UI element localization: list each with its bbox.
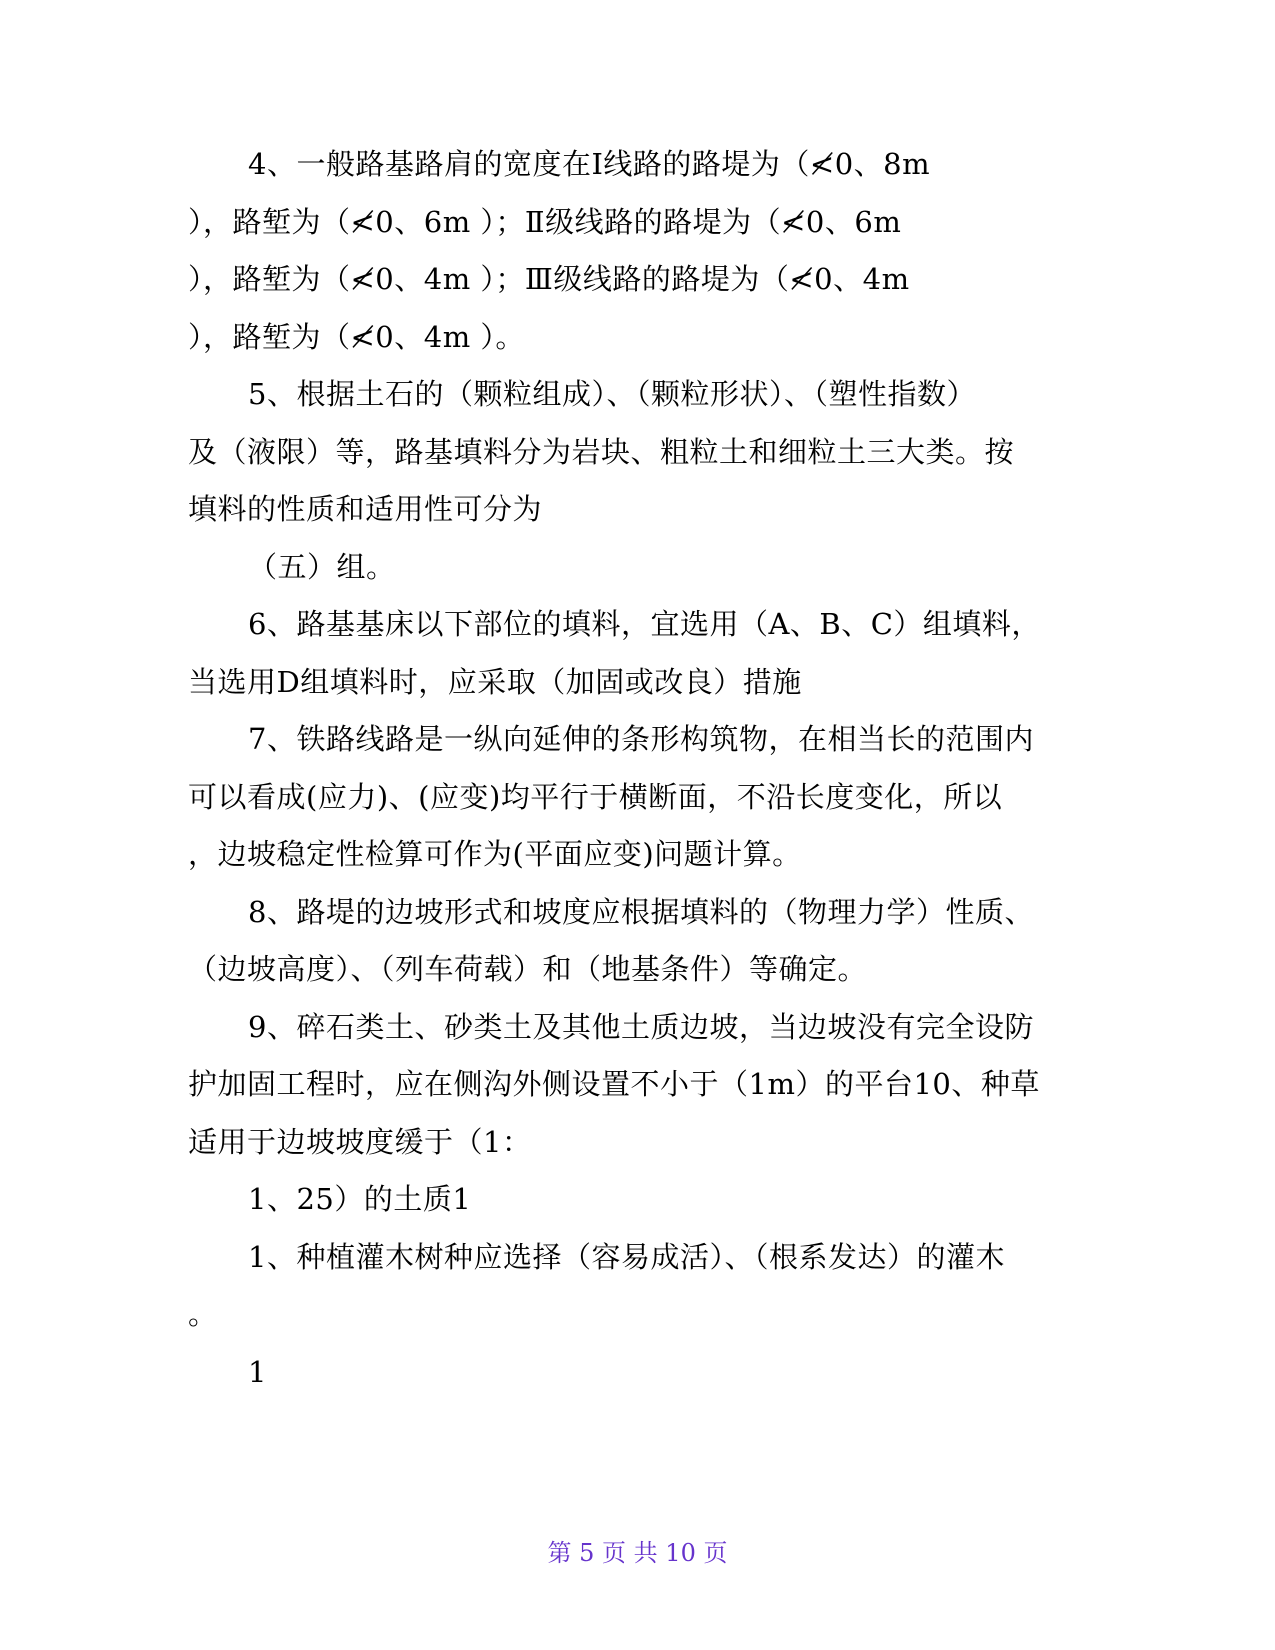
text-line: 。 — [188, 1297, 218, 1331]
text-line: （五）组。 — [248, 550, 396, 584]
text-line: （边坡高度）、（列车荷载）和（地基条件）等确定。 — [188, 952, 868, 986]
text-line: 6、路基基床以下部位的填料，宜选用（A、B、C）组填料， — [248, 607, 1041, 641]
text-line: 7、铁路线路是一纵向延伸的条形构筑物，在相当长的范围内 — [248, 722, 1034, 756]
text-line: ），路堑为（≮0、4m ）。 — [188, 320, 525, 354]
text-line: ），路堑为（≮0、6m ）；Ⅱ级线路的路堤为（≮0、6m — [188, 205, 902, 239]
text-line: ），路堑为（≮0、4m ）；Ⅲ级线路的路堤为（≮0、4m — [188, 262, 910, 296]
text-line: 护加固工程时，应在侧沟外侧设置不小于（1m）的平台10、种草 — [188, 1067, 1040, 1101]
page-number-footer: 第 5 页 共 10 页 — [547, 1539, 728, 1567]
text-line: 1、种植灌木树种应选择（容易成活）、（根系发达）的灌木 — [248, 1240, 1005, 1274]
text-line: 及（液限）等，路基填料分为岩块、粗粒土和细粒土三大类。按 — [188, 435, 1015, 469]
text-line: 9、碎石类土、砂类土及其他土质边坡，当边坡没有完全设防 — [248, 1010, 1034, 1044]
text-line: 8、路堤的边坡形式和坡度应根据填料的（物理力学）性质、 — [248, 895, 1034, 929]
text-line: 当选用D组填料时，应采取（加固或改良）措施 — [188, 665, 802, 699]
text-line: ，边坡稳定性检算可作为(平面应变)问题计算。 — [188, 837, 802, 871]
text-line: 1 — [248, 1355, 267, 1389]
text-line: 1、25）的土质1 — [248, 1182, 472, 1216]
text-line: 可以看成(应力)、(应变)均平行于横断面，不沿长度变化，所以 — [188, 780, 1003, 814]
text-line: 填料的性质和适用性可分为 — [188, 492, 543, 526]
text-line: 5、根据土石的（颗粒组成）、（颗粒形状）、（塑性指数） — [248, 377, 976, 411]
text-line: 4、一般路基路肩的宽度在Ⅰ线路的路堤为（≮0、8m — [248, 147, 931, 181]
text-line: 适用于边坡坡度缓于（1： — [188, 1125, 532, 1159]
